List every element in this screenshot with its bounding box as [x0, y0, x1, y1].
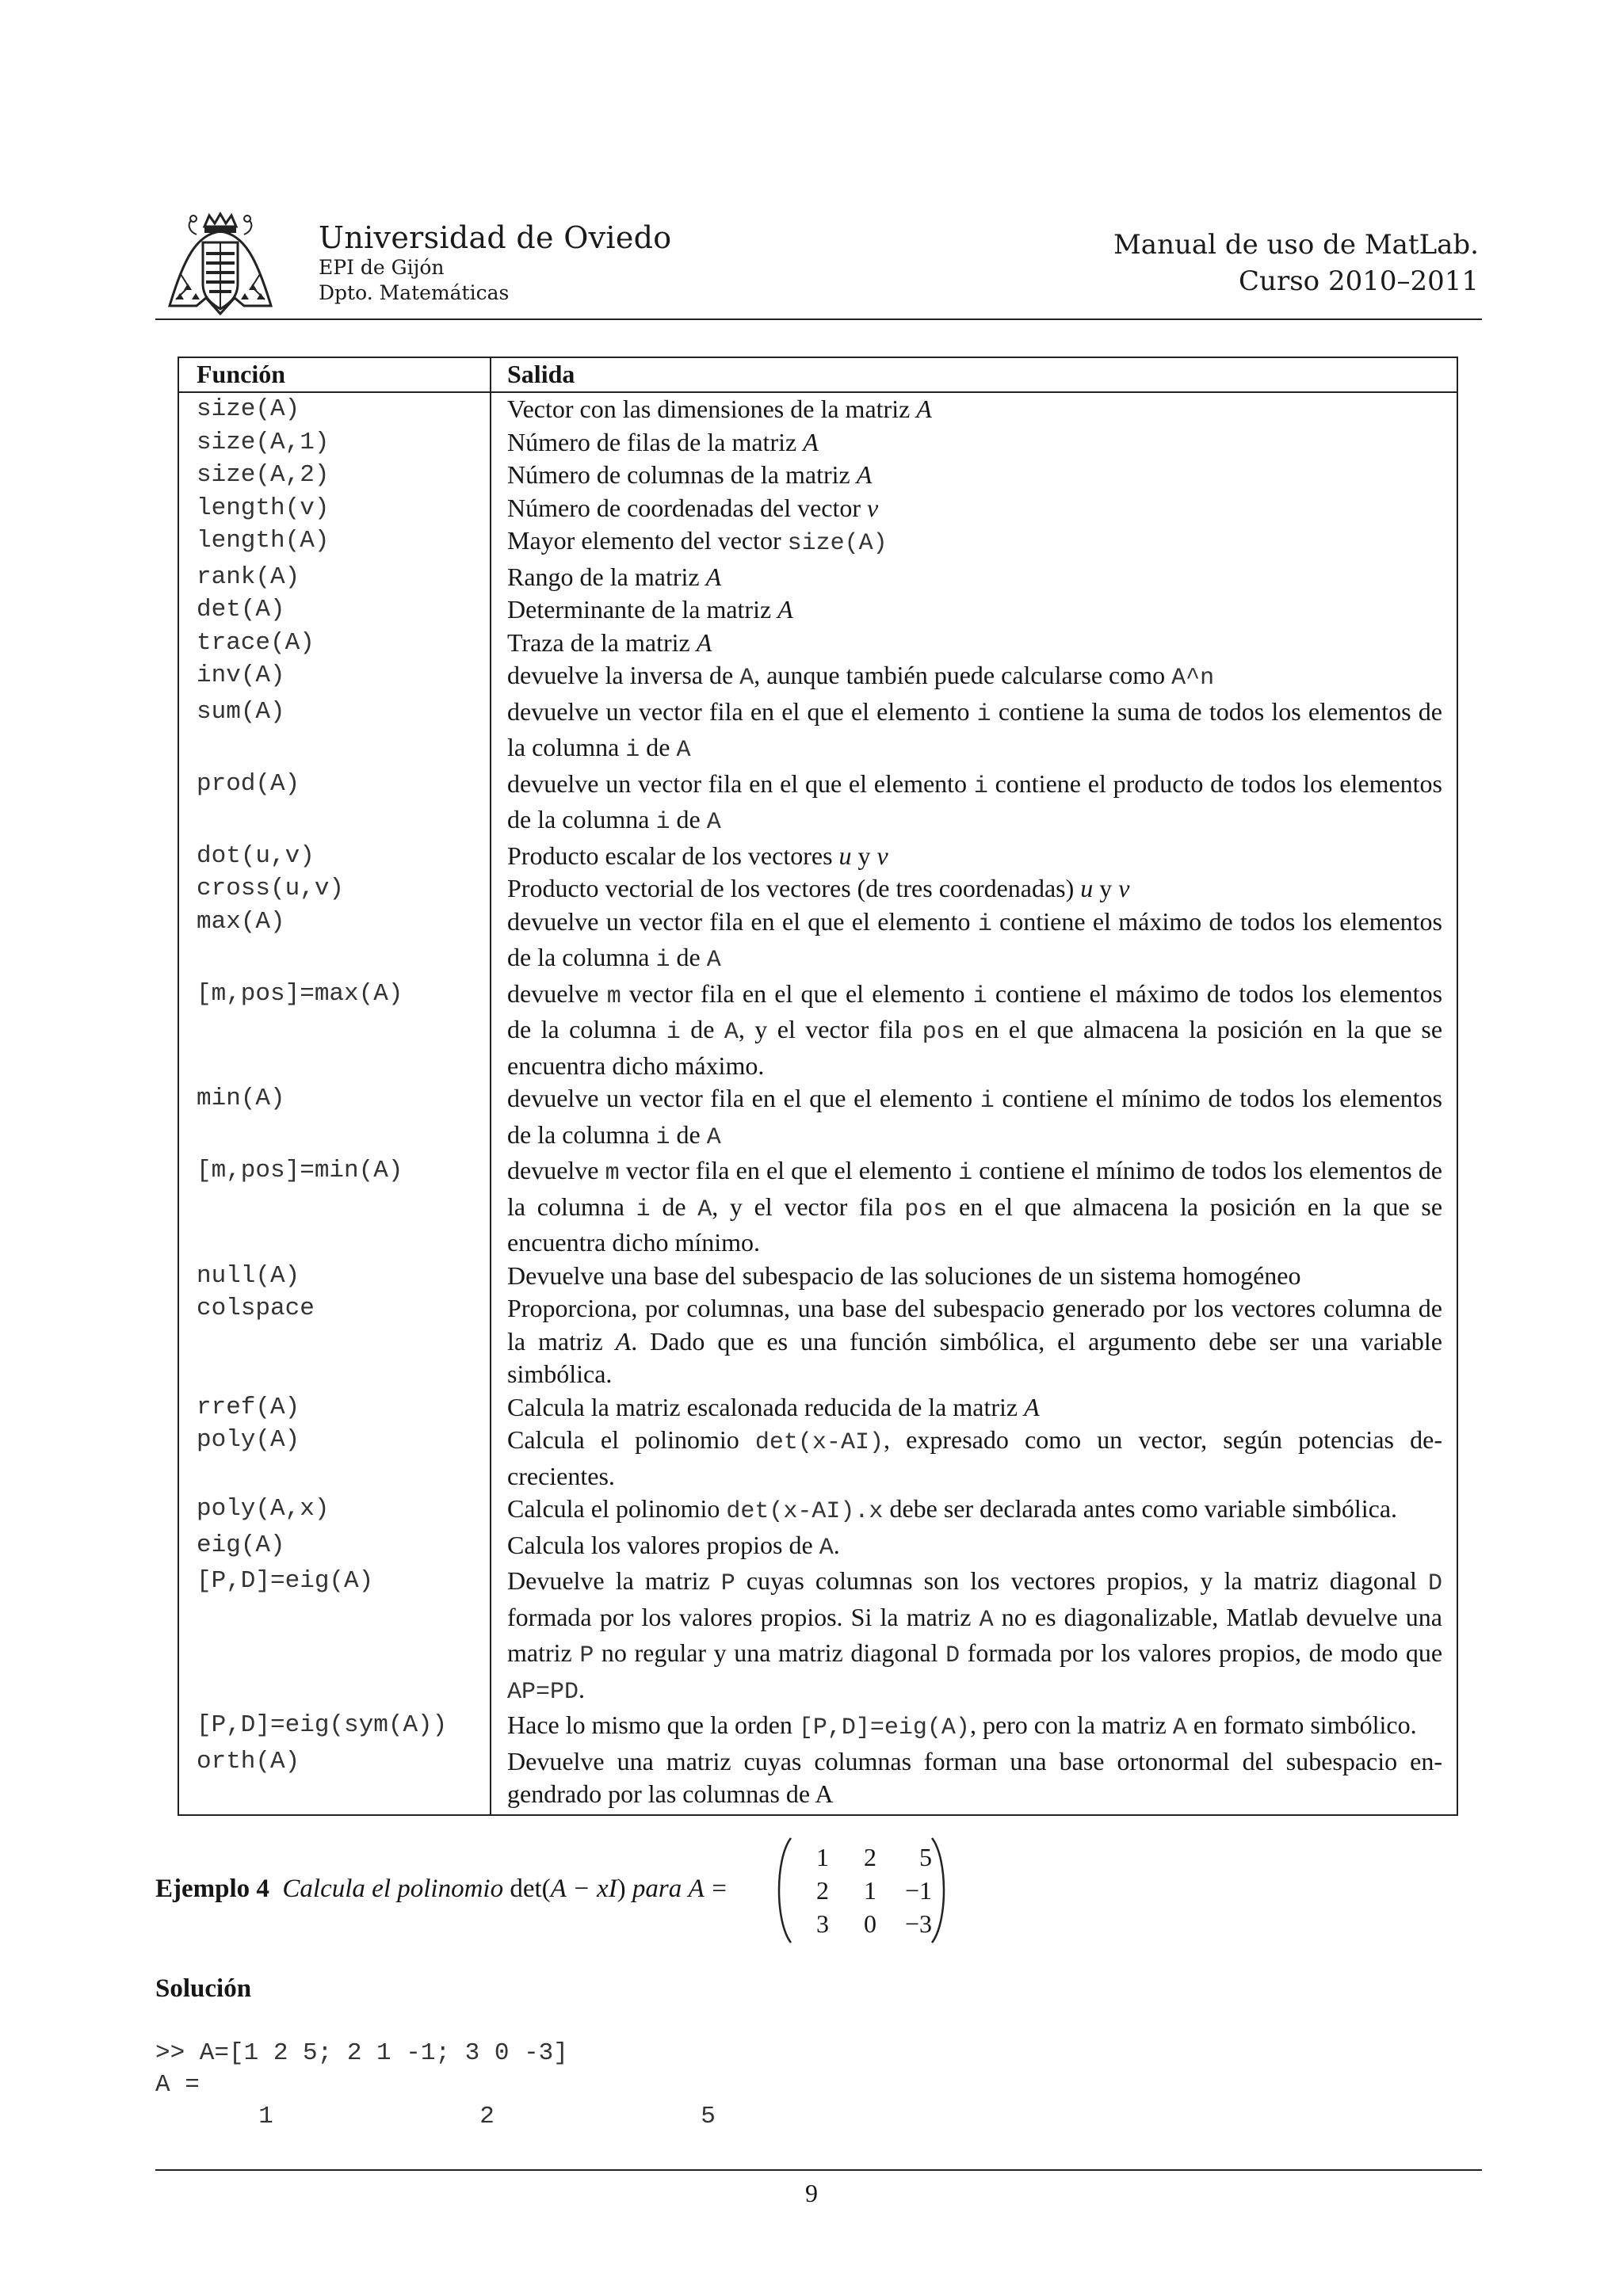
table-row [179, 393, 1457, 426]
output-text: . Dado que es una función simbólica, el argumento debe ser una variable simbólica. [507, 1326, 1443, 1388]
table-row [179, 840, 1457, 873]
output-text: no regular y una matriz diagonal [594, 1638, 946, 1667]
output-text: devuelve la inversa de [507, 661, 740, 689]
table-row [179, 1424, 1457, 1493]
inline-code: A [676, 737, 691, 764]
footer-rule [155, 2169, 1482, 2171]
header-rule [155, 318, 1482, 320]
output-text: debe ser declarada antes como variable simbólica. [883, 1494, 1398, 1523]
output-text: , y el vector fila [712, 1192, 905, 1221]
inline-code: A [979, 1606, 994, 1634]
output-text: devuelve un vector fila en el que el elemento [507, 1084, 980, 1112]
table-row [179, 768, 1457, 840]
inline-code: i [655, 809, 670, 836]
output-text: formada por los valores propios, de modo que [960, 1638, 1443, 1667]
function-name: colspace [197, 1295, 315, 1322]
function-output [490, 768, 1457, 840]
output-text: devuelve [507, 978, 607, 1008]
math-variable: A [615, 1326, 632, 1356]
function-output [490, 426, 1457, 460]
function-output [490, 872, 1457, 906]
function-name: trace(A) [197, 628, 315, 657]
example-text: Calcula el polinomio [282, 1875, 504, 1903]
output-text: de [640, 733, 677, 761]
solution-heading: Solución [155, 1974, 252, 2003]
output-text: Producto escalar de los vectores [507, 841, 839, 870]
function-name: size(A,1) [197, 428, 330, 456]
table-row [179, 1493, 1457, 1529]
inline-code: A [724, 1019, 739, 1046]
function-name: inv(A) [197, 662, 285, 689]
table-row [179, 978, 1457, 1083]
matrix-cell: 1 [816, 1843, 829, 1871]
function-output [490, 492, 1457, 525]
inline-code: P [720, 1570, 735, 1597]
function-output [490, 627, 1457, 660]
example-block [155, 1835, 1027, 1946]
matrix-cell: 5 [919, 1843, 932, 1871]
table-row [179, 659, 1457, 696]
function-table [178, 357, 1458, 1816]
inline-code: i [972, 982, 987, 1010]
math-variable: A [705, 562, 722, 591]
document-title: Manual de uso de MatLab. [1113, 229, 1479, 261]
output-text: en el que almacena la posición en la que se encuentra dicho mínimo. [507, 1192, 1443, 1257]
example-expression: A − xI [550, 1875, 617, 1903]
output-text: y [1093, 874, 1119, 902]
function-name: eig(A) [197, 1531, 285, 1559]
table-header [179, 358, 1457, 393]
output-text: contiene el mínimo de todos los elementos de la columna [507, 1084, 1443, 1149]
math-variable: A [777, 595, 793, 624]
matrix-cell: −3 [904, 1909, 932, 1938]
table-row [179, 459, 1457, 492]
table-row [179, 1260, 1457, 1293]
function-name: rref(A) [197, 1393, 300, 1421]
course-year: Curso 2010–2011 [1239, 265, 1479, 297]
example-det: det( [510, 1875, 551, 1903]
function-output [490, 393, 1457, 426]
function-output [490, 1529, 1457, 1566]
output-text: de [670, 805, 707, 833]
function-name: max(A) [197, 907, 285, 936]
output-text: de [680, 1015, 724, 1043]
output-text: de [650, 1192, 698, 1221]
table-row [179, 1292, 1457, 1391]
output-text: , y el vector fila [738, 1015, 922, 1043]
table-row [179, 906, 1457, 978]
table-row [179, 1154, 1457, 1260]
function-output [490, 1709, 1457, 1745]
university-coat-of-arms-icon [165, 211, 276, 318]
matrix-cell: 0 [864, 1909, 876, 1938]
output-text: de [670, 943, 707, 971]
output-text: vector fila en el que el elemento [619, 1156, 959, 1184]
math-variable: A [803, 427, 819, 456]
inline-code: i [976, 700, 991, 728]
inline-code: P [579, 1642, 594, 1669]
function-name: rank(A) [197, 563, 300, 591]
output-text: contiene el máximo de todos los elementos de la columna [507, 978, 1443, 1043]
output-text: contiene el mínimo de todos los elementos de la columna [507, 1156, 1442, 1221]
output-text: Rango de la matriz [507, 562, 706, 591]
function-name: [P,D]=eig(sym(A)) [197, 1711, 448, 1739]
inline-code: pos [904, 1196, 948, 1223]
inline-code: D [945, 1642, 960, 1669]
output-text: formada por los valores propios. Si la matriz [507, 1602, 980, 1631]
console-line: >> A=[1 2 5; 2 1 -1; 3 0 -3] [155, 2039, 568, 2067]
function-name: length(A) [197, 527, 330, 555]
table-row [179, 627, 1457, 660]
output-text: , pero con la matriz [969, 1711, 1173, 1739]
function-output [490, 696, 1457, 768]
column-header-output: Salida [490, 358, 1457, 391]
output-text: contiene la suma de todos los elementos de la columna [507, 696, 1443, 761]
function-output [490, 1082, 1457, 1154]
math-variable: v [867, 493, 879, 522]
document-info [1113, 227, 1479, 299]
table-row [179, 1391, 1457, 1425]
output-text: Determinante de la matriz [507, 595, 778, 624]
table-row [179, 426, 1457, 460]
function-output [490, 561, 1457, 594]
function-output [490, 659, 1457, 696]
inline-code: i [625, 737, 640, 764]
output-text: Calcula los valores propios de [507, 1530, 819, 1559]
output-text: Calcula el polinomio [507, 1494, 727, 1523]
inline-code: A [1172, 1714, 1187, 1741]
output-text: . [833, 1530, 840, 1559]
inline-code: det(x-AI).x [726, 1498, 884, 1525]
output-text: contiene el máximo de todos los elementos de la columna [507, 906, 1443, 971]
output-text: Mayor elemento del vector [507, 526, 788, 555]
table-body [179, 393, 1457, 1814]
output-text: Producto vectorial de los vectores (de tres coordenadas) [507, 874, 1081, 902]
inline-code: D [1428, 1570, 1443, 1597]
output-text: Hace lo mismo que la orden [507, 1711, 799, 1739]
function-output [490, 1424, 1457, 1493]
matrix-row [797, 1875, 932, 1906]
function-output [490, 593, 1457, 627]
matrix-row [797, 1841, 932, 1873]
output-text: Número de columnas de la matriz [507, 460, 857, 489]
output-text: Proporciona, por columnas, una base del subespacio generado por los vectores columna de la matriz [507, 1294, 1442, 1356]
function-name: [m,pos]=max(A) [197, 979, 403, 1008]
matrix-cell: 2 [816, 1876, 829, 1905]
math-variable: v [1118, 874, 1130, 902]
inline-code: i [655, 1123, 670, 1151]
inline-code: A [739, 665, 754, 692]
inline-code: i [980, 1088, 995, 1115]
output-text: devuelve [507, 1156, 605, 1184]
math-variable: u [838, 841, 852, 870]
matrix-cell: 1 [864, 1876, 876, 1905]
output-text: devuelve un vector fila en el que el elemento [507, 769, 974, 798]
table-row [179, 1745, 1457, 1814]
output-text: , expresado como un vector, según potencias decrecientes. [507, 1425, 1443, 1490]
function-name: [P,D]=eig(A) [197, 1567, 374, 1595]
inline-code: A [706, 1123, 721, 1151]
function-name: poly(A,x) [197, 1495, 330, 1523]
output-text: Número de coordenadas del vector [507, 493, 868, 522]
function-output [490, 1391, 1457, 1425]
school-name: EPI de Gijón [319, 256, 445, 279]
example-close: ) [617, 1875, 626, 1903]
output-text: contiene el producto de todos los elementos de la columna [507, 769, 1443, 833]
console-output [155, 2038, 716, 2133]
institution-block [319, 220, 671, 306]
function-output [490, 1565, 1457, 1709]
output-text: en el que almacena la posición en la que se encuentra dicho máximo. [507, 1015, 1443, 1080]
output-text: cuyas columnas son los vectores propios, y la matriz diagonal [735, 1566, 1428, 1595]
math-variable: A [696, 627, 712, 657]
inline-code: A [697, 1196, 712, 1223]
output-text: devuelve un vector fila en el que el elemento [507, 696, 977, 726]
function-output [490, 1493, 1457, 1529]
function-output [490, 459, 1457, 492]
example-var: A = [688, 1875, 728, 1903]
function-output [490, 840, 1457, 873]
inline-code: det(x-AI) [754, 1429, 884, 1456]
example-para: para [632, 1875, 682, 1903]
output-text: Número de filas de la matriz [507, 427, 804, 456]
matrix-cell: −1 [904, 1876, 932, 1905]
math-variable: A [856, 460, 873, 489]
output-text: . [579, 1674, 586, 1703]
table-row [179, 1082, 1457, 1154]
table-row [179, 593, 1457, 627]
inline-code: size(A) [787, 530, 888, 557]
table-row [179, 1709, 1457, 1745]
output-text: no es diagonalizable, Matlab devuelve una matriz [507, 1602, 1443, 1667]
page-number: 9 [805, 2179, 818, 2207]
output-text: de [670, 1119, 707, 1149]
matrix-cell: 3 [816, 1909, 829, 1938]
inline-code: i [655, 947, 670, 974]
table-row [179, 524, 1457, 561]
function-name: prod(A) [197, 769, 300, 798]
console-line: 1 2 5 [155, 2103, 716, 2130]
function-output [490, 1745, 1457, 1811]
function-name: size(A,2) [197, 461, 330, 489]
output-text: Devuelve la matriz [507, 1566, 721, 1595]
inline-code: i [977, 910, 992, 938]
inline-code: A^n [1171, 665, 1215, 692]
output-text: , aunque también puede calcularse como [754, 661, 1172, 689]
inline-code: i [958, 1160, 973, 1187]
output-text: Devuelve una matriz cuyas columnas forman una base ortonormal del subespacio engendrado por las columnas de A [507, 1746, 1442, 1808]
inline-code: i [666, 1019, 681, 1046]
inline-code: AP=PD [507, 1678, 579, 1706]
console-line: A = [155, 2071, 200, 2099]
output-text: en formato simbólico. [1186, 1711, 1417, 1739]
function-output [490, 1260, 1457, 1293]
table-row [179, 872, 1457, 906]
example-matrix [770, 1835, 953, 1946]
example-statement [155, 1871, 728, 1906]
table-row [179, 696, 1457, 768]
function-name: poly(A) [197, 1426, 300, 1454]
inline-code: A [706, 947, 721, 974]
column-divider [490, 393, 491, 1814]
output-text: Calcula el polinomio [507, 1425, 755, 1454]
table-row [179, 492, 1457, 525]
function-name: orth(A) [197, 1747, 300, 1775]
function-output [490, 524, 1457, 561]
function-name: sum(A) [197, 697, 285, 726]
inline-code: m [605, 1160, 620, 1187]
output-text: Devuelve una base del subespacio de las soluciones de un sistema homogéneo [507, 1261, 1301, 1290]
function-output [490, 978, 1457, 1083]
function-name: det(A) [197, 596, 285, 624]
page-header [155, 204, 1479, 318]
inline-code: pos [922, 1019, 965, 1046]
function-output [490, 906, 1457, 978]
function-name: null(A) [197, 1261, 300, 1290]
inline-code: i [973, 772, 988, 800]
institution-name: Universidad de Oviedo [319, 220, 672, 255]
table-row [179, 1565, 1457, 1709]
matrix-row [797, 1908, 932, 1939]
table-row [179, 561, 1457, 594]
function-output [490, 1292, 1457, 1391]
example-label: Ejemplo 4 [155, 1875, 269, 1903]
math-variable: A [916, 395, 932, 423]
function-name: min(A) [197, 1085, 285, 1112]
inline-code: m [606, 982, 621, 1010]
function-name: [m,pos]=min(A) [197, 1157, 403, 1184]
inline-code: A [706, 809, 721, 836]
function-name: length(v) [197, 494, 330, 522]
function-output [490, 1154, 1457, 1260]
matrix-cell: 2 [864, 1843, 876, 1871]
output-text: Calcula la matriz escalonada reducida de la matriz [507, 1392, 1025, 1421]
output-text: Vector con las dimensiones de la matriz [507, 395, 917, 423]
math-variable: v [876, 841, 888, 870]
math-variable: u [1080, 874, 1094, 902]
inline-code: i [636, 1196, 651, 1223]
function-name: dot(u,v) [197, 841, 315, 870]
output-text: devuelve un vector fila en el que el elemento [507, 906, 978, 936]
function-name: cross(u,v) [197, 875, 345, 902]
math-variable: A [1024, 1392, 1040, 1421]
output-text: Traza de la matriz [507, 627, 697, 657]
inline-code: [P,D]=eig(A) [798, 1714, 970, 1741]
function-name: size(A) [197, 395, 300, 423]
inline-code: A [819, 1534, 834, 1562]
column-header-function: Función [197, 360, 286, 388]
output-text: y [851, 841, 877, 870]
table-row [179, 1529, 1457, 1566]
output-text: vector fila en el que el elemento [621, 978, 973, 1008]
department-name: Dpto. Matemáticas [319, 281, 510, 304]
